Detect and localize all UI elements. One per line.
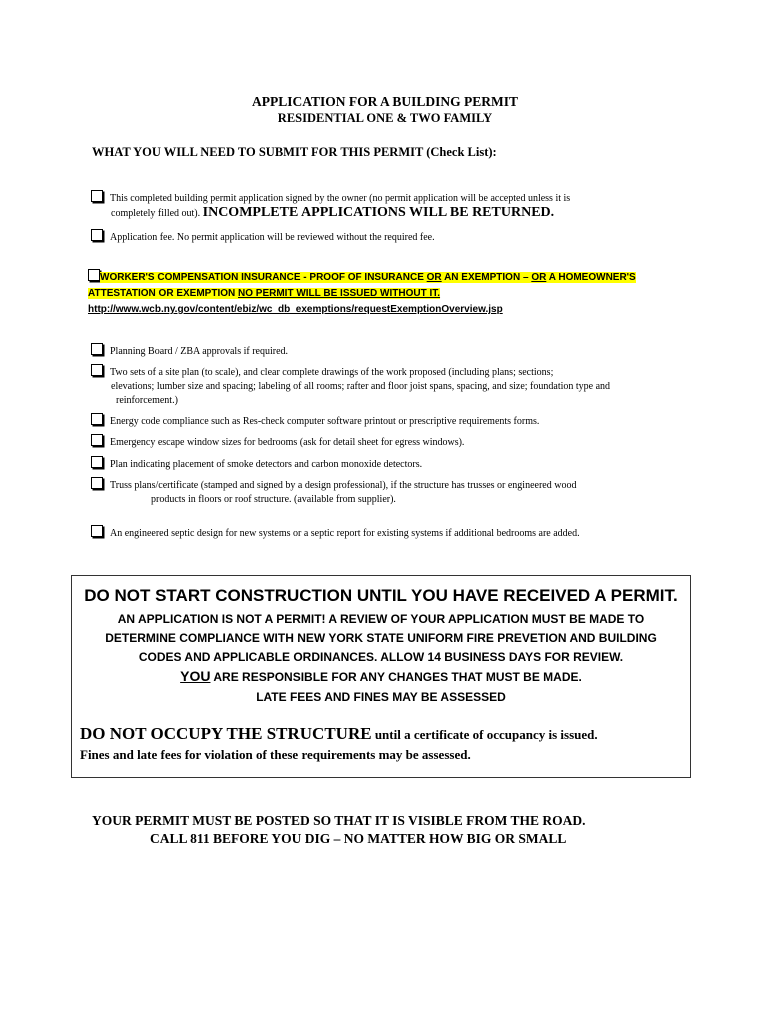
checklist-item-fee [91, 229, 435, 245]
checklist-item-smoke-detectors [91, 456, 422, 472]
occupancy-lead: DO NOT OCCUPY THE STRUCTURE [80, 724, 372, 743]
wc-text-part3: A HOMEOWNER'S [546, 272, 636, 283]
smoke-text: Plan indicating placement of smoke detectors and carbon monoxide detectors. [110, 459, 423, 470]
workers-comp-block [88, 269, 680, 318]
warning-line-3: CODES AND APPLICABLE ORDINANCES. ALLOW 14 BUSINESS DAYS FOR REVIEW. [138, 650, 624, 664]
checkbox-fee[interactable] [91, 229, 103, 241]
warning-line-5: LATE FEES AND FINES MAY BE ASSESSED [256, 690, 506, 704]
checkbox-smoke-detectors[interactable] [91, 456, 103, 468]
warning-line-4-rest: ARE RESPONSIBLE FOR ANY CHANGES THAT MUST BE MADE. [210, 670, 582, 684]
checkbox-application[interactable] [91, 190, 103, 202]
checkbox-site-plan[interactable] [91, 364, 103, 376]
truss-line2: products in floors or roof structure. (available from supplier). [151, 494, 396, 505]
page-subtitle: RESIDENTIAL ONE & TWO FAMILY [277, 111, 493, 125]
septic-text: An engineered septic design for new systems or a septic report for existing systems if additional bedrooms are added. [110, 528, 580, 539]
checklist-item-application [91, 190, 570, 221]
checklist-heading: WHAT YOU WILL NEED TO SUBMIT FOR THIS PERMIT (Check List): [92, 145, 497, 159]
egress-text: Emergency escape window sizes for bedrooms (ask for detail sheet for egress windows). [110, 437, 465, 448]
checklist-item-septic [91, 525, 580, 541]
wc-attestation: ATTESTATION OR EXEMPTION [88, 288, 238, 299]
occupancy-rest: until a certificate of occupancy is issued. [371, 727, 598, 742]
occupancy-warning [80, 724, 598, 744]
application-text-line2: completely filled out). [111, 208, 201, 219]
checklist-item-site-plan [91, 364, 610, 408]
checkbox-truss[interactable] [91, 477, 103, 489]
incomplete-warning: INCOMPLETE APPLICATIONS WILL BE RETURNED. [202, 205, 555, 220]
wc-or-2: OR [531, 272, 547, 283]
checklist-item-truss [91, 477, 576, 507]
checkbox-energy[interactable] [91, 413, 103, 425]
footer-call-811: CALL 811 BEFORE YOU DIG – NO MATTER HOW BIG OR SMALL [150, 831, 567, 846]
checkbox-egress[interactable] [91, 434, 103, 446]
checkbox-planning[interactable] [91, 343, 103, 355]
wc-text-part1: WORKER'S COMPENSATION INSURANCE - PROOF OF INSURANCE [100, 272, 427, 283]
truss-line1: Truss plans/certificate (stamped and signed by a design professional), if the structure has trusses or engineered wood [110, 480, 577, 491]
checklist-item-egress [91, 434, 464, 450]
checklist-item-energy [91, 413, 539, 429]
application-text-line1: This completed building permit application signed by the owner (no permit application will be accepted unless it is [110, 193, 571, 204]
checklist-item-planning [91, 343, 288, 359]
wc-or-1: OR [426, 272, 442, 283]
warning-line-1: AN APPLICATION IS NOT A PERMIT! A REVIEW OF YOUR APPLICATION MUST BE MADE TO [117, 612, 645, 626]
checkbox-septic[interactable] [91, 525, 103, 537]
energy-text: Energy code compliance such as Res-check computer software printout or prescriptive requirements forms. [110, 416, 540, 427]
fines-notice: Fines and late fees for violation of these requirements may be assessed. [80, 747, 471, 762]
site-plan-line3: reinforcement.) [116, 395, 178, 406]
workers-comp-line2 [88, 288, 440, 299]
workers-comp-line1 [100, 272, 636, 283]
page-title: APPLICATION FOR A BUILDING PERMIT [251, 94, 519, 109]
checkbox-workers-comp[interactable] [88, 269, 100, 281]
planning-text: Planning Board / ZBA approvals if required. [110, 346, 289, 357]
construction-warning-headline: DO NOT START CONSTRUCTION UNTIL YOU HAVE RECEIVED A PERMIT. [84, 586, 678, 605]
footer-posting-notice: YOUR PERMIT MUST BE POSTED SO THAT IT IS VISIBLE FROM THE ROAD. [92, 813, 586, 828]
warning-you: YOU [180, 668, 211, 684]
wcb-exemption-link[interactable]: http://www.wcb.ny.gov/content/ebiz/wc_db_exemptions/requestExemptionOverview.jsp [88, 304, 503, 315]
fee-text: Application fee. No permit application will be reviewed without the required fee. [110, 232, 435, 243]
wc-text-part2: AN EXEMPTION – [441, 272, 532, 283]
site-plan-line1: Two sets of a site plan (to scale), and clear complete drawings of the work proposed (including plans; sections; [110, 367, 554, 378]
warning-line-4 [71, 667, 691, 687]
warning-line-2: DETERMINE COMPLIANCE WITH NEW YORK STATE UNIFORM FIRE PREVETION AND BUILDING [105, 631, 657, 645]
site-plan-line2: elevations; lumber size and spacing; labeling of all rooms; rafter and floor joist spans, spacing, and size; foundation type and [111, 381, 611, 392]
wc-no-permit: NO PERMIT WILL BE ISSUED WITHOUT IT. [238, 288, 441, 299]
